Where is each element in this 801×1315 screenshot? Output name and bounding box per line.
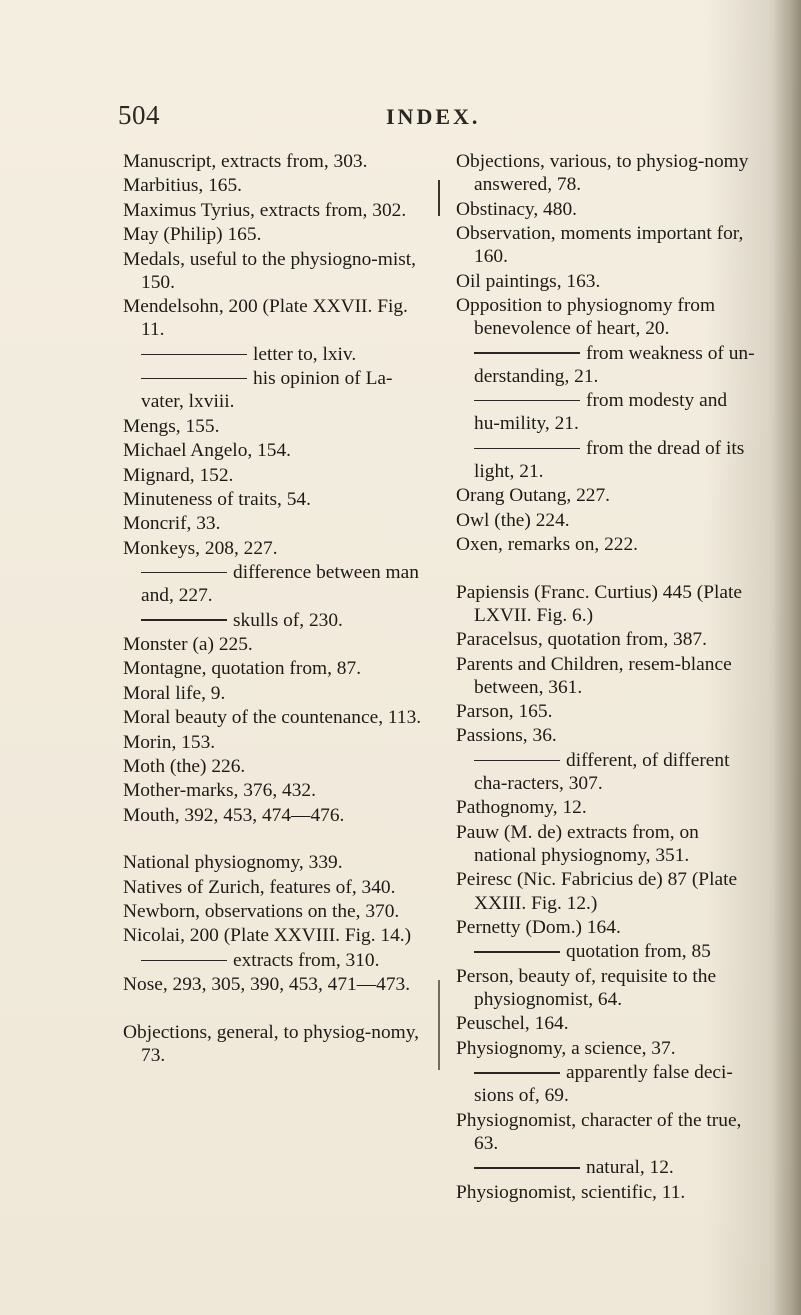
index-column-left [123, 150, 423, 1068]
index-entry [123, 973, 423, 996]
entry-text: Marbitius, 165. [123, 175, 243, 197]
entry-text: Mouth, 392, 453, 474—476. [123, 804, 345, 826]
index-entry [456, 294, 756, 340]
entry-text: difference between man and, 227. [141, 562, 419, 607]
entry-text: Pathognomy, 12. [456, 797, 587, 819]
index-entry [456, 1037, 756, 1060]
entry-text: Owl (the) 224. [456, 509, 570, 531]
entry-text: Monkeys, 208, 227. [123, 537, 278, 559]
entry-text: Maximus Tyrius, extracts from, 302. [123, 199, 407, 221]
entry-text: Parents and Children, resem-blance between, 361. [456, 653, 732, 698]
entry-text: Passions, 36. [456, 725, 557, 747]
index-entry [123, 295, 423, 341]
index-entry [456, 222, 756, 268]
entry-text: Pauw (M. de) extracts from, on national physiognomy, 351. [456, 821, 699, 867]
entry-text: Pernetty (Dom.) 164. [456, 917, 621, 939]
index-entry [456, 1181, 756, 1204]
entry-text: Peiresc (Nic. Fabricius de) 87 (Plate XXIII. Fig. 12.) [456, 869, 738, 914]
index-entry [456, 796, 756, 819]
entry-text: Moncrif, 33. [123, 513, 221, 535]
entry-text: Physiognomist, scientific, 11. [456, 1181, 686, 1203]
index-entry [123, 537, 423, 560]
index-subentry [123, 367, 423, 413]
entry-text: Moth (the) 226. [123, 756, 246, 778]
index-column-right [456, 150, 756, 1205]
section-gap [123, 828, 423, 851]
entry-text: Person, beauty of, requisite to the physiognomist, 64. [456, 965, 717, 1011]
entry-text: Montagne, quotation from, 87. [123, 658, 362, 680]
entry-text: Moral life, 9. [123, 682, 226, 704]
entry-text: Newborn, observations on the, 370. [123, 900, 400, 922]
index-entry [123, 174, 423, 197]
index-entry [123, 731, 423, 754]
repeat-dash [141, 619, 227, 621]
repeat-dash [474, 448, 580, 450]
entry-text: Opposition to physiognomy from benevolence of heart, 20. [456, 294, 716, 340]
index-entry [123, 1021, 423, 1067]
entry-text: Nicolai, 200 (Plate XXVIII. Fig. 14.) [123, 925, 412, 947]
index-entry [456, 916, 756, 939]
index-subentry [456, 749, 756, 795]
entry-text: from modesty and hu-mility, 21. [474, 390, 728, 435]
page-edge-shadow [773, 0, 801, 1315]
index-subentry [456, 437, 756, 483]
entry-text: Mendelsohn, 200 (Plate XXVII. Fig. 11. [123, 296, 408, 341]
index-entry [456, 653, 756, 699]
entry-text: Peuschel, 164. [456, 1013, 569, 1035]
index-entry [123, 706, 423, 729]
index-entry [456, 1109, 756, 1155]
entry-text: National physiognomy, 339. [123, 852, 343, 874]
entry-text: from the dread of its light, 21. [474, 437, 745, 482]
repeat-dash [141, 960, 227, 962]
entry-text: Objections, various, to physiog-nomy answered, 78. [456, 151, 749, 196]
index-entry [456, 724, 756, 747]
index-entry [123, 876, 423, 899]
index-entry [456, 868, 756, 914]
repeat-dash [141, 354, 247, 356]
repeat-dash [141, 378, 247, 380]
entry-text: Mother-marks, 376, 432. [123, 780, 316, 802]
entry-text: apparently false deci-sions of, 69. [474, 1062, 733, 1107]
entry-text: Parson, 165. [456, 701, 553, 723]
index-subentry [123, 561, 423, 607]
entry-text: his opinion of La-vater, lxviii. [141, 368, 393, 413]
entry-text: Morin, 153. [123, 731, 216, 753]
entry-text: Obstinacy, 480. [456, 198, 577, 220]
entry-text: Moral beauty of the countenance, 113. [123, 707, 422, 729]
index-entry [123, 900, 423, 923]
index-entry [123, 415, 423, 438]
index-entry [123, 657, 423, 680]
index-subentry [456, 1156, 756, 1179]
index-subentry [123, 949, 423, 972]
entry-text: from weakness of un-derstanding, 21. [474, 342, 755, 387]
index-entry [123, 924, 423, 947]
entry-text: different, of different cha-racters, 307. [474, 749, 730, 795]
entry-text: Physiognomy, a science, 37. [456, 1037, 676, 1059]
entry-text: Minuteness of traits, 54. [123, 488, 311, 510]
index-entry [456, 484, 756, 507]
index-entry [123, 779, 423, 802]
index-entry [456, 1012, 756, 1035]
entry-text: Medals, useful to the physiogno-mist, 150. [123, 248, 416, 293]
index-subentry [456, 342, 756, 388]
index-entry [123, 512, 423, 535]
column-divider [438, 980, 440, 1070]
index-entry [123, 633, 423, 656]
entry-text: Natives of Zurich, features of, 340. [123, 876, 396, 898]
index-entry [456, 533, 756, 556]
index-subentry [123, 609, 423, 632]
index-entry [456, 965, 756, 1011]
repeat-dash [474, 352, 580, 354]
entry-text: Oxen, remarks on, 222. [456, 534, 639, 556]
index-entry [123, 223, 423, 246]
index-entry [123, 851, 423, 874]
index-subentry [456, 389, 756, 435]
index-subentry [123, 343, 423, 366]
index-subentry [456, 1061, 756, 1107]
page-header [118, 100, 678, 140]
section-gap [456, 558, 756, 581]
index-entry [456, 150, 756, 196]
index-entry [123, 488, 423, 511]
repeat-dash [474, 760, 560, 762]
entry-text: extracts from, 310. [233, 949, 380, 971]
index-entry [456, 581, 756, 627]
entry-text: Oil paintings, 163. [456, 270, 601, 292]
entry-text: skulls of, 230. [233, 609, 343, 631]
index-entry [123, 682, 423, 705]
entry-text: Paracelsus, quotation from, 387. [456, 629, 707, 651]
entry-text: letter to, lxiv. [253, 343, 357, 365]
index-entry [456, 509, 756, 532]
index-entry [456, 700, 756, 723]
entry-text: Michael Angelo, 154. [123, 440, 292, 462]
index-entry [123, 199, 423, 222]
entry-text: Mignard, 152. [123, 464, 234, 486]
index-entry [123, 150, 423, 173]
entry-text: Physiognomist, character of the true, 63. [456, 1109, 742, 1154]
index-entry [123, 464, 423, 487]
entry-text: Nose, 293, 305, 390, 453, 471—473. [123, 974, 411, 996]
running-title: INDEX. [386, 104, 481, 129]
repeat-dash [141, 572, 227, 574]
index-entry [123, 439, 423, 462]
section-gap [123, 998, 423, 1021]
entry-text: Orang Outang, 227. [456, 485, 611, 507]
entry-text: Papiensis (Franc. Curtius) 445 (Plate LXVII. Fig. 6.) [456, 581, 742, 626]
index-entry [123, 804, 423, 827]
entry-text: natural, 12. [586, 1157, 674, 1179]
entry-text: Objections, general, to physiog-nomy, 73. [123, 1021, 420, 1066]
index-entry [456, 821, 756, 867]
entry-text: May (Philip) 165. [123, 224, 262, 246]
index-subentry [456, 940, 756, 963]
page-number: 504 [118, 100, 160, 130]
entry-text: Mengs, 155. [123, 415, 220, 437]
repeat-dash [474, 1072, 560, 1074]
entry-text: quotation from, 85 [566, 941, 711, 963]
repeat-dash [474, 1167, 580, 1169]
index-entry [123, 248, 423, 294]
index-entry [456, 270, 756, 293]
entry-text: Monster (a) 225. [123, 634, 253, 656]
repeat-dash [474, 951, 560, 953]
repeat-dash [474, 400, 580, 402]
entry-text: Manuscript, extracts from, 303. [123, 151, 368, 172]
entry-text: Observation, moments important for, 160. [456, 222, 744, 268]
index-entry [456, 198, 756, 221]
index-entry [456, 628, 756, 651]
column-divider [438, 180, 440, 216]
index-entry [123, 755, 423, 778]
